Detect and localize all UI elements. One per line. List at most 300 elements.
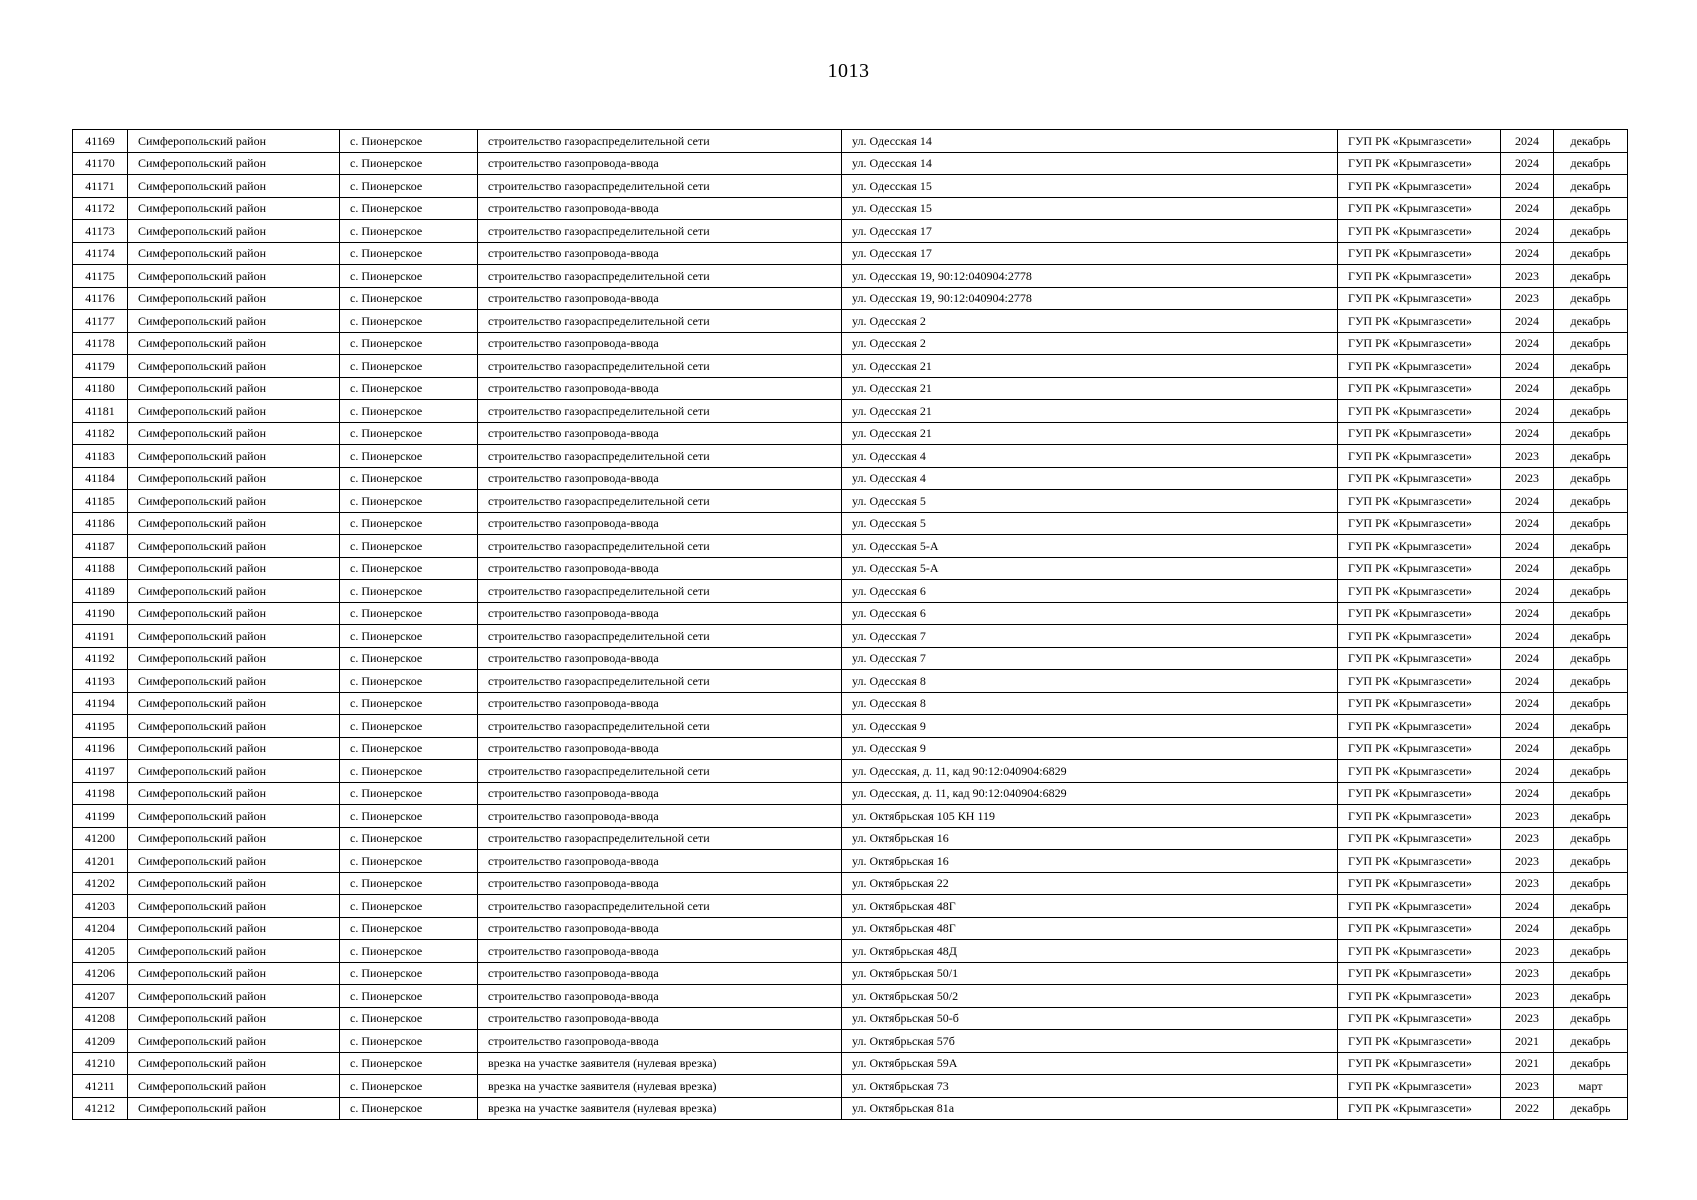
address-cell: ул. Одесская 21 (842, 355, 1338, 378)
work-type-cell: строительство газораспределительной сети (478, 895, 842, 918)
table-row (73, 850, 1628, 873)
table-row (73, 197, 1628, 220)
table-row (73, 152, 1628, 175)
record-number-cell: 41186 (73, 512, 128, 535)
year-cell: 2024 (1501, 625, 1554, 648)
work-type-cell: строительство газопровода-ввода (478, 287, 842, 310)
work-type-cell: строительство газопровода-ввода (478, 782, 842, 805)
month-cell: декабрь (1554, 872, 1628, 895)
table-row (73, 400, 1628, 423)
locality-cell: с. Пионерское (340, 242, 478, 265)
address-cell: ул. Одесская 8 (842, 670, 1338, 693)
record-number-cell: 41184 (73, 467, 128, 490)
table-row (73, 557, 1628, 580)
work-type-cell: строительство газораспределительной сети (478, 670, 842, 693)
organization-cell: ГУП РК «Крымгазсети» (1338, 377, 1501, 400)
work-type-cell: строительство газораспределительной сети (478, 310, 842, 333)
district-cell: Симферопольский район (128, 535, 340, 558)
locality-cell: с. Пионерское (340, 355, 478, 378)
year-cell: 2023 (1501, 985, 1554, 1008)
organization-cell: ГУП РК «Крымгазсети» (1338, 580, 1501, 603)
year-cell: 2024 (1501, 602, 1554, 625)
table-row (73, 580, 1628, 603)
district-cell: Симферопольский район (128, 985, 340, 1008)
district-cell: Симферопольский район (128, 1075, 340, 1098)
record-number-cell: 41197 (73, 760, 128, 783)
locality-cell: с. Пионерское (340, 377, 478, 400)
table-row (73, 760, 1628, 783)
address-cell: ул. Одесская 5-А (842, 557, 1338, 580)
district-cell: Симферопольский район (128, 557, 340, 580)
record-number-cell: 41188 (73, 557, 128, 580)
table-row (73, 1052, 1628, 1075)
table-row (73, 490, 1628, 513)
address-cell: ул. Октябрьская 50-б (842, 1007, 1338, 1030)
month-cell: декабрь (1554, 760, 1628, 783)
district-cell: Симферопольский район (128, 872, 340, 895)
locality-cell: с. Пионерское (340, 940, 478, 963)
year-cell: 2024 (1501, 152, 1554, 175)
locality-cell: с. Пионерское (340, 872, 478, 895)
year-cell: 2023 (1501, 872, 1554, 895)
locality-cell: с. Пионерское (340, 625, 478, 648)
table-row (73, 895, 1628, 918)
month-cell: декабрь (1554, 715, 1628, 738)
record-number-cell: 41193 (73, 670, 128, 693)
table-row (73, 220, 1628, 243)
year-cell: 2024 (1501, 355, 1554, 378)
district-cell: Симферопольский район (128, 130, 340, 153)
work-type-cell: строительство газопровода-ввода (478, 602, 842, 625)
record-number-cell: 41180 (73, 377, 128, 400)
month-cell: декабрь (1554, 512, 1628, 535)
district-cell: Симферопольский район (128, 850, 340, 873)
month-cell: декабрь (1554, 490, 1628, 513)
work-type-cell: строительство газопровода-ввода (478, 737, 842, 760)
organization-cell: ГУП РК «Крымгазсети» (1338, 242, 1501, 265)
month-cell: декабрь (1554, 355, 1628, 378)
registry-table-body (73, 130, 1628, 1120)
year-cell: 2024 (1501, 310, 1554, 333)
locality-cell: с. Пионерское (340, 445, 478, 468)
table-row (73, 602, 1628, 625)
table-row (73, 287, 1628, 310)
locality-cell: с. Пионерское (340, 715, 478, 738)
year-cell: 2024 (1501, 535, 1554, 558)
record-number-cell: 41202 (73, 872, 128, 895)
work-type-cell: строительство газопровода-ввода (478, 512, 842, 535)
year-cell: 2024 (1501, 197, 1554, 220)
locality-cell: с. Пионерское (340, 670, 478, 693)
organization-cell: ГУП РК «Крымгазсети» (1338, 265, 1501, 288)
address-cell: ул. Октябрьская 16 (842, 827, 1338, 850)
district-cell: Симферопольский район (128, 332, 340, 355)
organization-cell: ГУП РК «Крымгазсети» (1338, 197, 1501, 220)
address-cell: ул. Одесская 4 (842, 445, 1338, 468)
table-row (73, 265, 1628, 288)
year-cell: 2024 (1501, 917, 1554, 940)
table-row (73, 512, 1628, 535)
locality-cell: с. Пионерское (340, 265, 478, 288)
organization-cell: ГУП РК «Крымгазсети» (1338, 1030, 1501, 1053)
district-cell: Симферопольский район (128, 1052, 340, 1075)
organization-cell: ГУП РК «Крымгазсети» (1338, 647, 1501, 670)
table-row (73, 422, 1628, 445)
month-cell: декабрь (1554, 917, 1628, 940)
address-cell: ул. Одесская, д. 11, кад 90:12:040904:6829 (842, 760, 1338, 783)
address-cell: ул. Одесская 5 (842, 512, 1338, 535)
year-cell: 2024 (1501, 377, 1554, 400)
work-type-cell: строительство газораспределительной сети (478, 400, 842, 423)
district-cell: Симферопольский район (128, 715, 340, 738)
record-number-cell: 41192 (73, 647, 128, 670)
year-cell: 2021 (1501, 1030, 1554, 1053)
year-cell: 2024 (1501, 220, 1554, 243)
table-row (73, 310, 1628, 333)
year-cell: 2024 (1501, 400, 1554, 423)
record-number-cell: 41175 (73, 265, 128, 288)
address-cell: ул. Октябрьская 59А (842, 1052, 1338, 1075)
locality-cell: с. Пионерское (340, 467, 478, 490)
district-cell: Симферопольский район (128, 670, 340, 693)
organization-cell: ГУП РК «Крымгазсети» (1338, 625, 1501, 648)
work-type-cell: строительство газопровода-ввода (478, 872, 842, 895)
month-cell: декабрь (1554, 670, 1628, 693)
address-cell: ул. Одесская 5 (842, 490, 1338, 513)
record-number-cell: 41198 (73, 782, 128, 805)
table-row (73, 625, 1628, 648)
record-number-cell: 41185 (73, 490, 128, 513)
work-type-cell: строительство газопровода-ввода (478, 467, 842, 490)
address-cell: ул. Одесская 2 (842, 310, 1338, 333)
district-cell: Симферопольский район (128, 512, 340, 535)
organization-cell: ГУП РК «Крымгазсети» (1338, 1097, 1501, 1120)
locality-cell: с. Пионерское (340, 557, 478, 580)
organization-cell: ГУП РК «Крымгазсети» (1338, 130, 1501, 153)
record-number-cell: 41212 (73, 1097, 128, 1120)
organization-cell: ГУП РК «Крымгазсети» (1338, 782, 1501, 805)
organization-cell: ГУП РК «Крымгазсети» (1338, 917, 1501, 940)
district-cell: Симферопольский район (128, 1007, 340, 1030)
work-type-cell: врезка на участке заявителя (нулевая врезка) (478, 1052, 842, 1075)
work-type-cell: строительство газопровода-ввода (478, 985, 842, 1008)
district-cell: Симферопольский район (128, 445, 340, 468)
year-cell: 2024 (1501, 332, 1554, 355)
address-cell: ул. Одесская 19, 90:12:040904:2778 (842, 287, 1338, 310)
district-cell: Симферопольский район (128, 355, 340, 378)
work-type-cell: строительство газораспределительной сети (478, 130, 842, 153)
year-cell: 2023 (1501, 962, 1554, 985)
locality-cell: с. Пионерское (340, 647, 478, 670)
district-cell: Симферопольский район (128, 917, 340, 940)
month-cell: декабрь (1554, 130, 1628, 153)
organization-cell: ГУП РК «Крымгазсети» (1338, 287, 1501, 310)
organization-cell: ГУП РК «Крымгазсети» (1338, 760, 1501, 783)
table-row (73, 985, 1628, 1008)
address-cell: ул. Одесская 7 (842, 647, 1338, 670)
table-row (73, 1030, 1628, 1053)
district-cell: Симферопольский район (128, 242, 340, 265)
table-row (73, 872, 1628, 895)
work-type-cell: строительство газопровода-ввода (478, 647, 842, 670)
address-cell: ул. Одесская 9 (842, 737, 1338, 760)
locality-cell: с. Пионерское (340, 985, 478, 1008)
year-cell: 2024 (1501, 490, 1554, 513)
record-number-cell: 41201 (73, 850, 128, 873)
address-cell: ул. Одесская 6 (842, 580, 1338, 603)
organization-cell: ГУП РК «Крымгазсети» (1338, 1075, 1501, 1098)
district-cell: Симферопольский район (128, 467, 340, 490)
record-number-cell: 41205 (73, 940, 128, 963)
month-cell: декабрь (1554, 805, 1628, 828)
record-number-cell: 41195 (73, 715, 128, 738)
district-cell: Симферопольский район (128, 310, 340, 333)
month-cell: декабрь (1554, 1097, 1628, 1120)
record-number-cell: 41179 (73, 355, 128, 378)
work-type-cell: строительство газопровода-ввода (478, 422, 842, 445)
address-cell: ул. Октябрьская 105 КН 119 (842, 805, 1338, 828)
year-cell: 2023 (1501, 940, 1554, 963)
table-row (73, 940, 1628, 963)
month-cell: декабрь (1554, 400, 1628, 423)
year-cell: 2024 (1501, 130, 1554, 153)
record-number-cell: 41206 (73, 962, 128, 985)
year-cell: 2024 (1501, 737, 1554, 760)
work-type-cell: врезка на участке заявителя (нулевая врезка) (478, 1097, 842, 1120)
table-row (73, 377, 1628, 400)
organization-cell: ГУП РК «Крымгазсети» (1338, 512, 1501, 535)
locality-cell: с. Пионерское (340, 197, 478, 220)
locality-cell: с. Пионерское (340, 1097, 478, 1120)
table-row (73, 242, 1628, 265)
record-number-cell: 41171 (73, 175, 128, 198)
work-type-cell: строительство газораспределительной сети (478, 490, 842, 513)
year-cell: 2024 (1501, 557, 1554, 580)
address-cell: ул. Одесская 7 (842, 625, 1338, 648)
locality-cell: с. Пионерское (340, 152, 478, 175)
year-cell: 2024 (1501, 175, 1554, 198)
record-number-cell: 41209 (73, 1030, 128, 1053)
table-row (73, 332, 1628, 355)
organization-cell: ГУП РК «Крымгазсети» (1338, 850, 1501, 873)
record-number-cell: 41194 (73, 692, 128, 715)
record-number-cell: 41169 (73, 130, 128, 153)
month-cell: март (1554, 1075, 1628, 1098)
table-row (73, 1097, 1628, 1120)
organization-cell: ГУП РК «Крымгазсети» (1338, 152, 1501, 175)
district-cell: Симферопольский район (128, 265, 340, 288)
district-cell: Симферопольский район (128, 175, 340, 198)
work-type-cell: строительство газораспределительной сети (478, 625, 842, 648)
address-cell: ул. Октябрьская 73 (842, 1075, 1338, 1098)
locality-cell: с. Пионерское (340, 332, 478, 355)
address-cell: ул. Октябрьская 48Д (842, 940, 1338, 963)
record-number-cell: 41204 (73, 917, 128, 940)
record-number-cell: 41200 (73, 827, 128, 850)
table-row (73, 827, 1628, 850)
address-cell: ул. Одесская, д. 11, кад 90:12:040904:6829 (842, 782, 1338, 805)
month-cell: декабрь (1554, 580, 1628, 603)
table-row (73, 130, 1628, 153)
locality-cell: с. Пионерское (340, 850, 478, 873)
address-cell: ул. Одесская 17 (842, 220, 1338, 243)
year-cell: 2023 (1501, 850, 1554, 873)
registry-table (72, 129, 1628, 1120)
organization-cell: ГУП РК «Крымгазсети» (1338, 557, 1501, 580)
district-cell: Симферопольский район (128, 287, 340, 310)
work-type-cell: строительство газораспределительной сети (478, 220, 842, 243)
month-cell: декабрь (1554, 602, 1628, 625)
work-type-cell: строительство газопровода-ввода (478, 962, 842, 985)
district-cell: Симферопольский район (128, 962, 340, 985)
address-cell: ул. Одесская 9 (842, 715, 1338, 738)
record-number-cell: 41210 (73, 1052, 128, 1075)
work-type-cell: строительство газопровода-ввода (478, 197, 842, 220)
work-type-cell: строительство газораспределительной сети (478, 175, 842, 198)
address-cell: ул. Одесская 15 (842, 175, 1338, 198)
district-cell: Симферопольский район (128, 647, 340, 670)
record-number-cell: 41190 (73, 602, 128, 625)
year-cell: 2024 (1501, 422, 1554, 445)
record-number-cell: 41178 (73, 332, 128, 355)
district-cell: Симферопольский район (128, 625, 340, 648)
work-type-cell: строительство газопровода-ввода (478, 242, 842, 265)
locality-cell: с. Пионерское (340, 175, 478, 198)
month-cell: декабрь (1554, 242, 1628, 265)
record-number-cell: 41196 (73, 737, 128, 760)
address-cell: ул. Октябрьская 50/1 (842, 962, 1338, 985)
year-cell: 2024 (1501, 715, 1554, 738)
district-cell: Симферопольский район (128, 827, 340, 850)
month-cell: декабрь (1554, 557, 1628, 580)
address-cell: ул. Одесская 4 (842, 467, 1338, 490)
month-cell: декабрь (1554, 737, 1628, 760)
locality-cell: с. Пионерское (340, 490, 478, 513)
record-number-cell: 41207 (73, 985, 128, 1008)
organization-cell: ГУП РК «Крымгазсети» (1338, 670, 1501, 693)
organization-cell: ГУП РК «Крымгазсети» (1338, 175, 1501, 198)
address-cell: ул. Октябрьская 48Г (842, 917, 1338, 940)
organization-cell: ГУП РК «Крымгазсети» (1338, 400, 1501, 423)
record-number-cell: 41176 (73, 287, 128, 310)
work-type-cell: строительство газопровода-ввода (478, 377, 842, 400)
record-number-cell: 41174 (73, 242, 128, 265)
address-cell: ул. Октябрьская 48Г (842, 895, 1338, 918)
month-cell: декабрь (1554, 895, 1628, 918)
organization-cell: ГУП РК «Крымгазсети» (1338, 422, 1501, 445)
year-cell: 2024 (1501, 512, 1554, 535)
organization-cell: ГУП РК «Крымгазсети» (1338, 872, 1501, 895)
work-type-cell: строительство газопровода-ввода (478, 152, 842, 175)
district-cell: Симферопольский район (128, 377, 340, 400)
month-cell: декабрь (1554, 647, 1628, 670)
month-cell: декабрь (1554, 985, 1628, 1008)
year-cell: 2023 (1501, 287, 1554, 310)
locality-cell: с. Пионерское (340, 310, 478, 333)
year-cell: 2023 (1501, 445, 1554, 468)
month-cell: декабрь (1554, 535, 1628, 558)
address-cell: ул. Октябрьская 57б (842, 1030, 1338, 1053)
record-number-cell: 41203 (73, 895, 128, 918)
locality-cell: с. Пионерское (340, 130, 478, 153)
locality-cell: с. Пионерское (340, 962, 478, 985)
district-cell: Симферопольский район (128, 940, 340, 963)
work-type-cell: строительство газораспределительной сети (478, 760, 842, 783)
year-cell: 2024 (1501, 580, 1554, 603)
record-number-cell: 41181 (73, 400, 128, 423)
year-cell: 2023 (1501, 467, 1554, 490)
year-cell: 2024 (1501, 895, 1554, 918)
organization-cell: ГУП РК «Крымгазсети» (1338, 715, 1501, 738)
table-row (73, 962, 1628, 985)
month-cell: декабрь (1554, 625, 1628, 648)
month-cell: декабрь (1554, 1052, 1628, 1075)
address-cell: ул. Одесская 15 (842, 197, 1338, 220)
table-row (73, 805, 1628, 828)
record-number-cell: 41183 (73, 445, 128, 468)
year-cell: 2024 (1501, 692, 1554, 715)
organization-cell: ГУП РК «Крымгазсети» (1338, 985, 1501, 1008)
work-type-cell: строительство газопровода-ввода (478, 332, 842, 355)
district-cell: Симферопольский район (128, 422, 340, 445)
month-cell: декабрь (1554, 287, 1628, 310)
table-row (73, 1075, 1628, 1098)
locality-cell: с. Пионерское (340, 692, 478, 715)
organization-cell: ГУП РК «Крымгазсети» (1338, 490, 1501, 513)
organization-cell: ГУП РК «Крымгазсети» (1338, 1007, 1501, 1030)
locality-cell: с. Пионерское (340, 1052, 478, 1075)
organization-cell: ГУП РК «Крымгазсети» (1338, 535, 1501, 558)
locality-cell: с. Пионерское (340, 805, 478, 828)
district-cell: Симферопольский район (128, 760, 340, 783)
locality-cell: с. Пионерское (340, 512, 478, 535)
address-cell: ул. Одесская 21 (842, 377, 1338, 400)
locality-cell: с. Пионерское (340, 400, 478, 423)
locality-cell: с. Пионерское (340, 782, 478, 805)
district-cell: Симферопольский район (128, 152, 340, 175)
district-cell: Симферопольский район (128, 197, 340, 220)
locality-cell: с. Пионерское (340, 760, 478, 783)
work-type-cell: строительство газораспределительной сети (478, 535, 842, 558)
table-row (73, 355, 1628, 378)
district-cell: Симферопольский район (128, 1030, 340, 1053)
locality-cell: с. Пионерское (340, 422, 478, 445)
month-cell: декабрь (1554, 332, 1628, 355)
month-cell: декабрь (1554, 850, 1628, 873)
table-row (73, 1007, 1628, 1030)
month-cell: декабрь (1554, 782, 1628, 805)
locality-cell: с. Пионерское (340, 895, 478, 918)
table-row (73, 782, 1628, 805)
page-number: 1013 (827, 60, 870, 82)
locality-cell: с. Пионерское (340, 535, 478, 558)
address-cell: ул. Одесская 6 (842, 602, 1338, 625)
organization-cell: ГУП РК «Крымгазсети» (1338, 805, 1501, 828)
locality-cell: с. Пионерское (340, 1030, 478, 1053)
month-cell: декабрь (1554, 310, 1628, 333)
organization-cell: ГУП РК «Крымгазсети» (1338, 602, 1501, 625)
organization-cell: ГУП РК «Крымгазсети» (1338, 962, 1501, 985)
address-cell: ул. Одесская 21 (842, 400, 1338, 423)
address-cell: ул. Октябрьская 22 (842, 872, 1338, 895)
district-cell: Симферопольский район (128, 490, 340, 513)
organization-cell: ГУП РК «Крымгазсети» (1338, 445, 1501, 468)
table-row (73, 670, 1628, 693)
district-cell: Симферопольский район (128, 220, 340, 243)
record-number-cell: 41211 (73, 1075, 128, 1098)
work-type-cell: строительство газораспределительной сети (478, 355, 842, 378)
table-row (73, 647, 1628, 670)
